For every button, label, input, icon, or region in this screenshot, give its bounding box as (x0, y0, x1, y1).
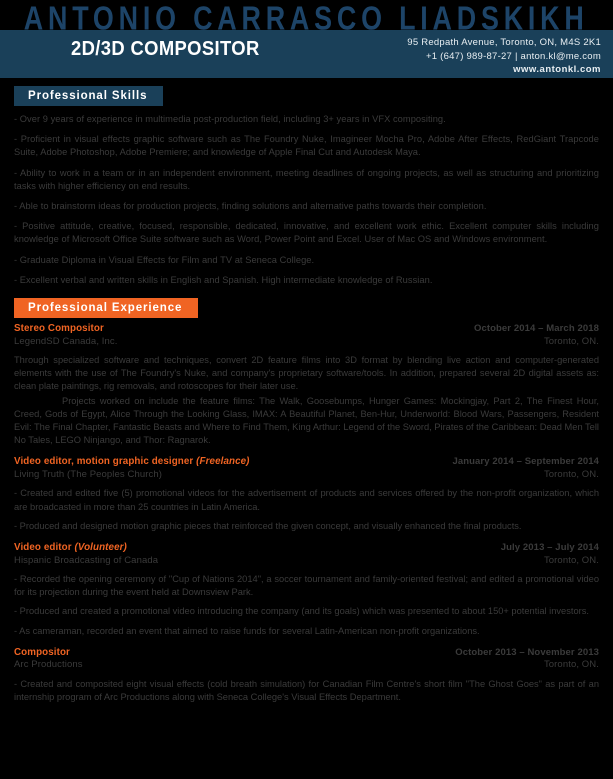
experience-entry-subheader (14, 469, 599, 482)
list-item: - Graduate Diploma in Visual Effects for Film and TV at Seneca College. (14, 254, 315, 265)
job-role-text: Compositor (14, 646, 70, 658)
job-company: Hispanic Broadcasting of Canada (14, 554, 159, 566)
job-role-qualifier: (Freelance) (196, 456, 250, 468)
experience-entry-header (14, 456, 599, 469)
section-heading-experience: Professional Experience (14, 298, 198, 318)
list-item: - Produced and created a promotional video introducing the company (and its goals) which was presented to about 150+ potential investors. (14, 606, 589, 617)
job-role-text: Stereo Compositor (14, 323, 104, 335)
job-role-text: Video editor, motion graphic designer (14, 456, 197, 468)
job-projects: Projects worked on include the feature films: The Walk, Goosebumps, Hunger Games: Mockingjay, Part 2, The Finest Hour, Creed, Gods of Egypt, Alice Through the Looking Glass, IMAX: A Beautiful Planet, Ben-Hur, Underworld: Blood Wars, Passengers, Resident Evil: The Final Chapter, Fantastic Beasts and Where to Find Them, King Arthur: Legend of the Sword, Pirates of the Caribbean: Dead Men Tell No Tales, LEGO Ninjango, and Thor: Ragnarok. (14, 395, 599, 446)
section-heading-skills: Professional Skills (14, 86, 163, 106)
job-location: Toronto, ON. (543, 659, 599, 671)
contact-address: 95 Redpath Avenue, Toronto, ON, M4S 2K1 (407, 37, 601, 48)
job-location: Toronto, ON. (543, 335, 599, 347)
name-banner (0, 0, 613, 37)
experience-section (0, 287, 613, 704)
job-company: LegendSD Canada, Inc. (14, 335, 118, 347)
experience-entry-subheader (14, 336, 599, 349)
job-role (14, 323, 104, 336)
job-date: October 2013 – November 2013 (455, 646, 599, 658)
experience-entry-header (14, 542, 599, 555)
full-name: ANTONIO CARRASCO LIADSKIKH (24, 0, 589, 37)
job-date: January 2014 – September 2014 (452, 456, 599, 468)
list-item: - Created and composited eight visual effects (cold breath simulation) for Canadian Film Centre's short film "The Ghost Goes" as part of an internship program of Arc Productions along with Seneca College's Visual Effects Department. (14, 678, 599, 703)
experience-entry-subheader (14, 555, 599, 568)
list-item: - Excellent verbal and written skills in English and Spanish. High intermediate knowledge of Russian. (14, 274, 433, 285)
experience-entry (14, 542, 599, 638)
header-band (0, 30, 613, 78)
job-date: July 2013 – July 2014 (500, 542, 599, 554)
experience-entry (14, 647, 599, 704)
job-description: Through specialized software and techniques, convert 2D feature films into 3D format by blending live action and computer-generated elements with the use of The Foundry's Nuke, and company's proprietary software/tools. In addition, prepared several 2D digital assets as: clean plate paintings, rig removals, and rotoscopes for their later use. (14, 355, 599, 392)
list-item: - Over 9 years of experience in multimedia post-production field, including 3+ years in VFX compositing. (14, 114, 446, 124)
job-role-qualifier: (Volunteer) (74, 542, 127, 554)
job-location: Toronto, ON. (543, 468, 599, 480)
experience-entry-subheader (14, 659, 599, 672)
experience-entry (14, 323, 599, 447)
job-role (14, 647, 70, 660)
experience-entry-header (14, 647, 599, 660)
list-item: - Ability to work in a team or in an independent environment, meeting deadlines of ongoing projects, as well as structuring and prioritizing tasks with higher efficiency on end results. (14, 167, 599, 191)
skills-list (0, 113, 613, 287)
job-role-text: Video editor (14, 542, 75, 554)
page-title: 2D/3D COMPOSITOR (71, 38, 260, 60)
contact-block (407, 35, 601, 77)
list-item: - As cameraman, recorded an event that aimed to raise funds for several Latin-American non-profit organizations. (14, 625, 480, 636)
job-role (14, 542, 127, 555)
experience-entry (14, 456, 599, 533)
list-item: - Produced and designed motion graphic pieces that reinforced the given concept, and visually enhanced the final products. (14, 520, 522, 531)
job-company: Living Truth (The Peoples Church) (14, 468, 162, 480)
experience-list (0, 323, 613, 704)
job-location: Toronto, ON. (543, 554, 599, 566)
list-item: - Created and edited five (5) promotional videos for the advertisement of products and services offered by the non-profit organization, which are broadcasted in more than 25 countries in Latin America. (14, 488, 599, 512)
list-item: - Able to brainstorm ideas for production projects, finding solutions and alternative paths towards their completion. (14, 201, 487, 212)
job-date: October 2014 – March 2018 (473, 323, 599, 335)
contact-website[interactable]: www.antonkl.com (513, 64, 601, 75)
skills-section (0, 78, 613, 287)
job-role (14, 456, 250, 469)
contact-phone-email[interactable]: +1 (647) 989-87-27 | anton.kl@me.com (425, 50, 601, 62)
list-item: - Recorded the opening ceremony of "Cup of Nations 2014", a soccer tournament and family-oriented festival; and edited a promotional video for its projection during the event held at Downsview Park. (14, 574, 599, 598)
list-item: - Proficient in visual effects graphic software such as The Foundry Nuke, Imagineer Mocha Pro, Adobe After Effects, RedGiant Trapcode Suite, Adobe Photoshop, Adobe Premiere; and knowledge of Apple Final Cut and Autodesk Maya. (14, 134, 599, 158)
experience-entry-header (14, 323, 599, 336)
job-company: Arc Productions (14, 659, 83, 671)
list-item: - Positive attitude, creative, focused, responsible, dedicated, innovative, and excellent work ethic. Excellent computer skills including knowledge of Microsoft Office Suite software such as Word, Power Point and Excel. User of Mac OS and Windows environment. (14, 221, 599, 245)
